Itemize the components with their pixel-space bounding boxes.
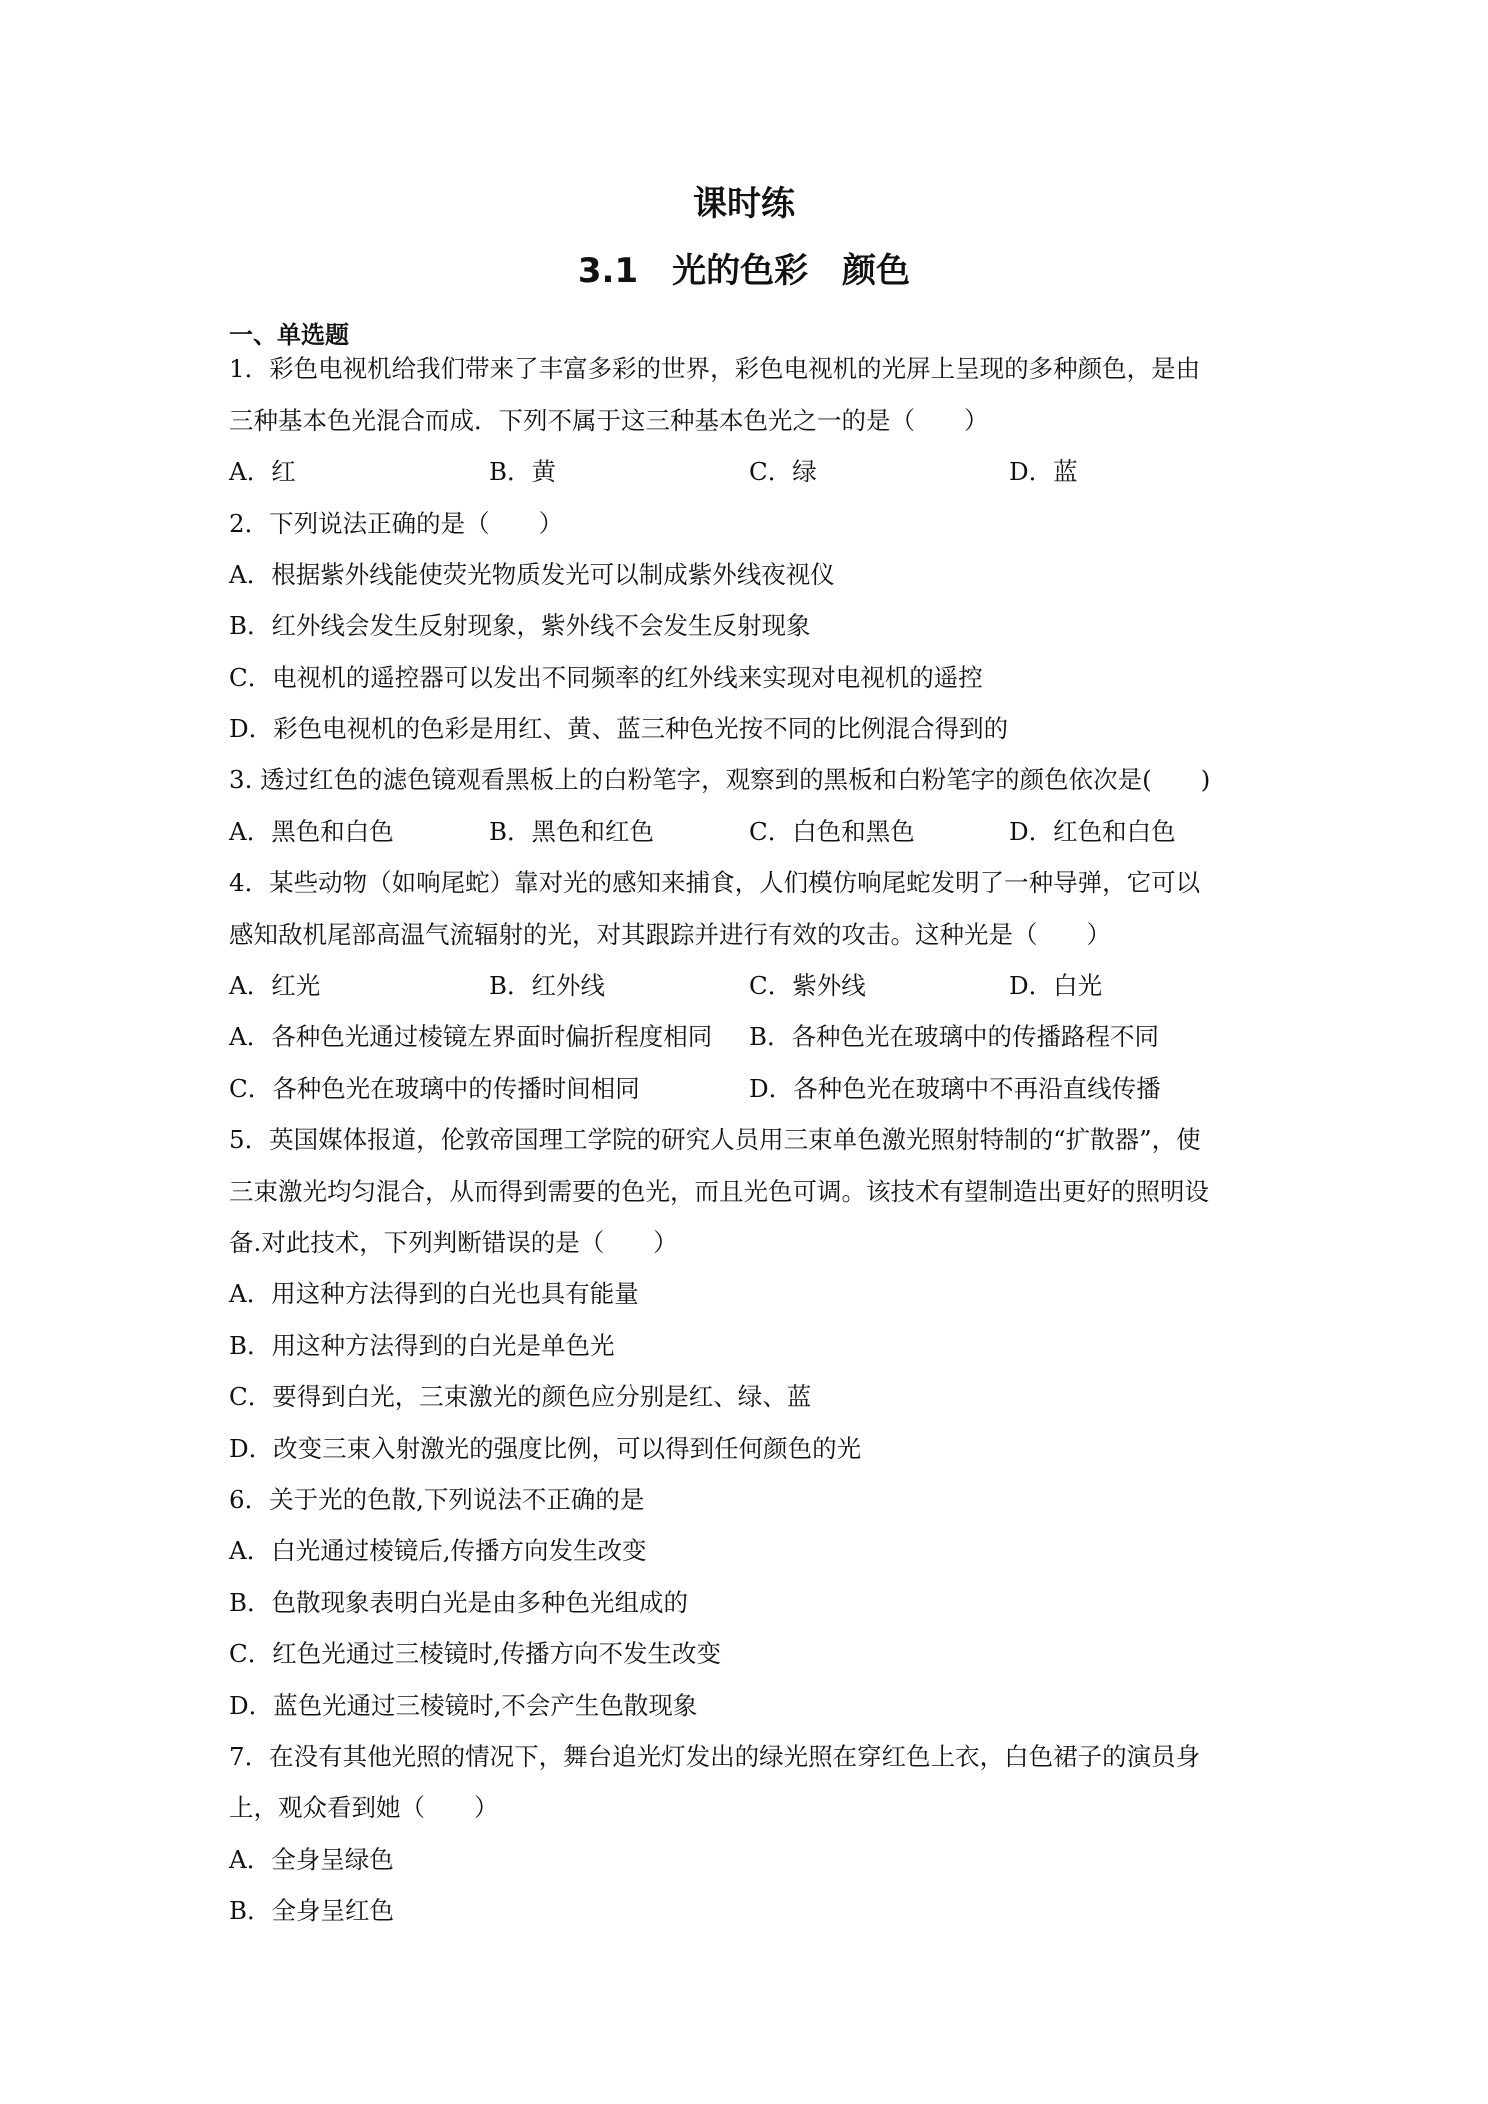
question-4-stem-line-1: 4．某些动物（如响尾蛇）靠对光的感知来捕食，人们模仿响尾蛇发明了一种导弹，它可以: [229, 868, 1201, 897]
question-2-stem: 2．下列说法正确的是（ ）: [229, 509, 564, 538]
option-b: B．黑色和红色: [489, 817, 655, 846]
option-d: D．白光: [1009, 971, 1103, 1000]
question-5-option-a: A．用这种方法得到的白光也具有能量: [229, 1279, 639, 1308]
question-5-option-c: C．要得到白光，三束激光的颜色应分别是红、绿、蓝: [229, 1382, 812, 1411]
option-b: B．黄: [489, 457, 557, 486]
question-2-option-b: B．红外线会发生反射现象，紫外线不会发生反射现象: [229, 611, 811, 640]
page-title: 课时练: [693, 184, 795, 224]
question-6-stem: 6．关于光的色散,下列说法不正确的是: [229, 1485, 645, 1514]
question-7-option-a: A．全身呈绿色: [229, 1845, 394, 1874]
question-2-option-d: D．彩色电视机的色彩是用红、黄、蓝三种色光按不同的比例混合得到的: [229, 714, 1009, 743]
option-a: A．各种色光通过棱镜左界面时偏折程度相同: [229, 1022, 713, 1051]
option-b: B．各种色光在玻璃中的传播路程不同: [749, 1022, 1160, 1051]
question-2-option-a: A．根据紫外线能使荧光物质发光可以制成紫外线夜视仪: [229, 560, 835, 589]
option-c: C．紫外线: [749, 971, 866, 1000]
question-3-stem: 3. 透过红色的滤色镜观看黑板上的白粉笔字，观察到的黑板和白粉笔字的颜色依次是( ): [229, 765, 1211, 794]
question-1-stem-line-2: 三种基本色光混合而成．下列不属于这三种基本色光之一的是（ ）: [229, 406, 989, 435]
question-7-option-b: B．全身呈红色: [229, 1896, 395, 1925]
question-5-stem-line-2: 三束激光均匀混合，从而得到需要的色光，而且光色可调。该技术有望制造出更好的照明设: [229, 1177, 1209, 1206]
option-d: D．蓝: [1009, 457, 1078, 486]
option-d: D．红色和白色: [1009, 817, 1176, 846]
option-b: B．红外线: [489, 971, 606, 1000]
question-6-option-c: C．红色光通过三棱镜时,传播方向不发生改变: [229, 1639, 722, 1668]
question-5-stem-line-1: 5．英国媒体报道，伦敦帝国理工学院的研究人员用三束单色激光照射特制的“扩散器”，使: [229, 1125, 1201, 1154]
option-a: A．黑色和白色: [229, 817, 394, 846]
question-7-stem-line-1: 7．在没有其他光照的情况下，舞台追光灯发出的绿光照在穿红色上衣，白色裙子的演员身: [229, 1742, 1201, 1771]
question-5-option-b: B．用这种方法得到的白光是单色光: [229, 1331, 615, 1360]
question-5-option-d: D．改变三束入射激光的强度比例，可以得到任何颜色的光: [229, 1434, 862, 1463]
question-2-option-c: C．电视机的遥控器可以发出不同频率的红外线来实现对电视机的遥控: [229, 663, 983, 692]
option-d: D．各种色光在玻璃中不再沿直线传播: [749, 1074, 1161, 1103]
option-c: C．各种色光在玻璃中的传播时间相同: [229, 1074, 640, 1103]
option-c: C．绿: [749, 457, 817, 486]
option-c: C．白色和黑色: [749, 817, 915, 846]
question-4-stem-line-2: 感知敌机尾部高温气流辐射的光，对其跟踪并进行有效的攻击。这种光是（ ）: [229, 920, 1111, 949]
question-7-stem-line-2: 上，观众看到她（ ）: [229, 1793, 499, 1822]
option-a: A．红光: [229, 971, 321, 1000]
section-heading: 一、单选题: [229, 321, 349, 349]
question-6-option-a: A．白光通过棱镜后,传播方向发生改变: [229, 1536, 647, 1565]
question-6-option-d: D．蓝色光通过三棱镜时,不会产生色散现象: [229, 1691, 698, 1720]
option-a: A．红: [229, 457, 296, 486]
question-1-stem-line-1: 1．彩色电视机给我们带来了丰富多彩的世界，彩色电视机的光屏上呈现的多种颜色，是由: [229, 354, 1201, 383]
question-5-stem-line-3: 备.对此技术，下列判断错误的是（ ）: [229, 1228, 678, 1257]
lesson-subtitle: 3.1 光的色彩 颜色: [577, 251, 911, 291]
question-6-option-b: B．色散现象表明白光是由多种色光组成的: [229, 1588, 689, 1617]
